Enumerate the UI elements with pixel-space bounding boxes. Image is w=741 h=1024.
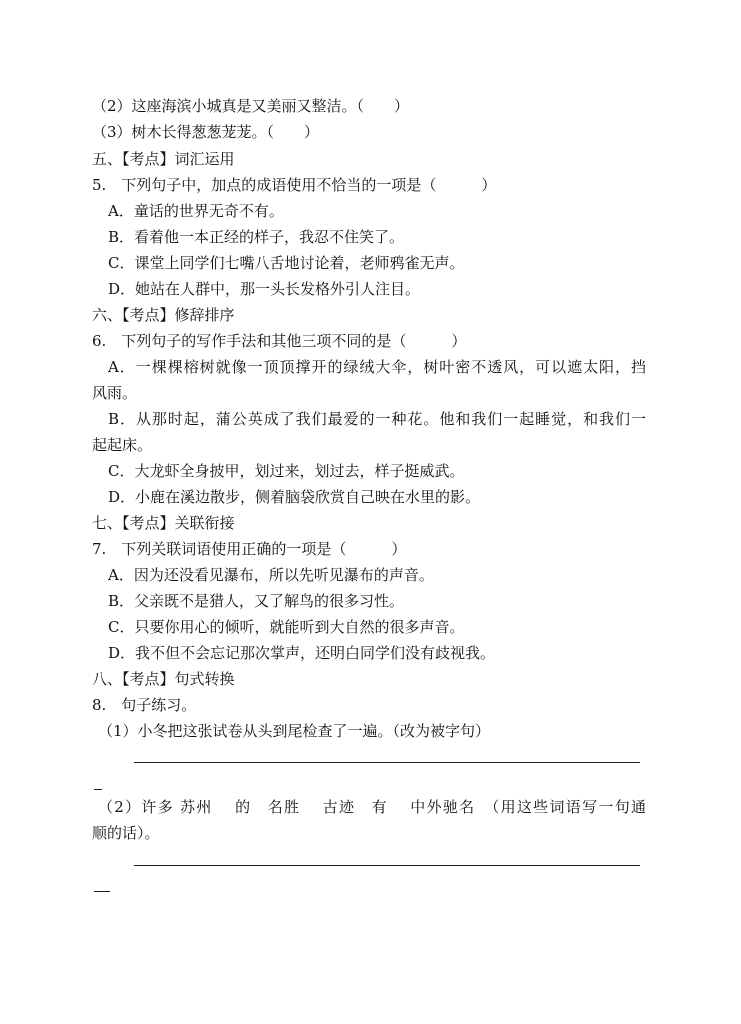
answer-line-1-tail — [94, 789, 102, 790]
section-8-heading: 八、【考点】句式转换 — [92, 670, 235, 688]
question-5-option-a: A．童话的世界无奇不有。 — [108, 202, 284, 220]
question-7-option-b: B．父亲既不是猎人，又了解鸟的很多习性。 — [108, 592, 405, 610]
answer-line-2[interactable] — [134, 865, 640, 866]
question-6-option-b-line1: B．从那时起，蒲公英成了我们最爱的一种花。他和我们一起睡觉，和我们一 — [108, 410, 646, 428]
question-7-option-a: A．因为还没看见瀑布，所以先听见瀑布的声音。 — [108, 566, 434, 584]
question-4-item-3: （3）树木长得葱葱茏茏。（ ） — [92, 123, 320, 141]
answer-line-1[interactable] — [134, 762, 640, 763]
answer-line-2-tail — [94, 891, 110, 892]
question-6-option-a-line2: 风雨。 — [92, 384, 138, 402]
section-6-heading: 六、【考点】修辞排序 — [92, 306, 235, 324]
section-5-heading: 五、【考点】词汇运用 — [92, 150, 235, 168]
question-8-item-1: （1）小冬把这张试卷从头到尾检查了一遍。（改为被字句） — [98, 722, 491, 740]
question-4-item-2: （2）这座海滨小城真是又美丽又整洁。（ ） — [92, 97, 410, 115]
question-8-stem: 8. 句子练习。 — [92, 696, 197, 714]
question-5-option-c: C．课堂上同学们七嘴八舌地讨论着，老师鸦雀无声。 — [108, 254, 465, 272]
question-6-option-d: D．小鹿在溪边散步，侧着脑袋欣赏自己映在水里的影。 — [108, 488, 481, 506]
question-6-option-a-line1: A．一棵棵榕树就像一顶顶撑开的绿绒大伞，树叶密不透风，可以遮太阳，挡 — [108, 358, 646, 376]
question-5-option-d: D．她站在人群中，那一头长发格外引人注目。 — [108, 280, 421, 298]
section-7-heading: 七、【考点】关联衔接 — [92, 514, 235, 532]
question-8-item-2-line1: （2）许多 苏州 的 名胜 古迹 有 中外驰名 （用这些词语写一句通 — [98, 798, 646, 816]
question-8-item-2-line2: 顺的话）。 — [92, 824, 160, 842]
question-5-option-b: B．看着他一本正经的样子，我忍不住笑了。 — [108, 228, 405, 246]
question-7-option-d: D．我不但不会忘记那次掌声，还明白同学们没有歧视我。 — [108, 644, 496, 662]
question-5-stem: 5. 下列句子中，加点的成语使用不恰当的一项是（ ） — [92, 176, 497, 194]
question-6-option-b-line2: 起起床。 — [92, 436, 153, 454]
question-6-stem: 6. 下列句子的写作手法和其他三项不同的是（ ） — [92, 332, 467, 350]
question-6-option-c: C．大龙虾全身披甲，划过来，划过去，样子挺威武。 — [108, 462, 465, 480]
question-7-option-c: C．只要你用心的倾听，就能听到大自然的很多声音。 — [108, 618, 465, 636]
question-7-stem: 7. 下列关联词语使用正确的一项是（ ） — [92, 540, 407, 558]
